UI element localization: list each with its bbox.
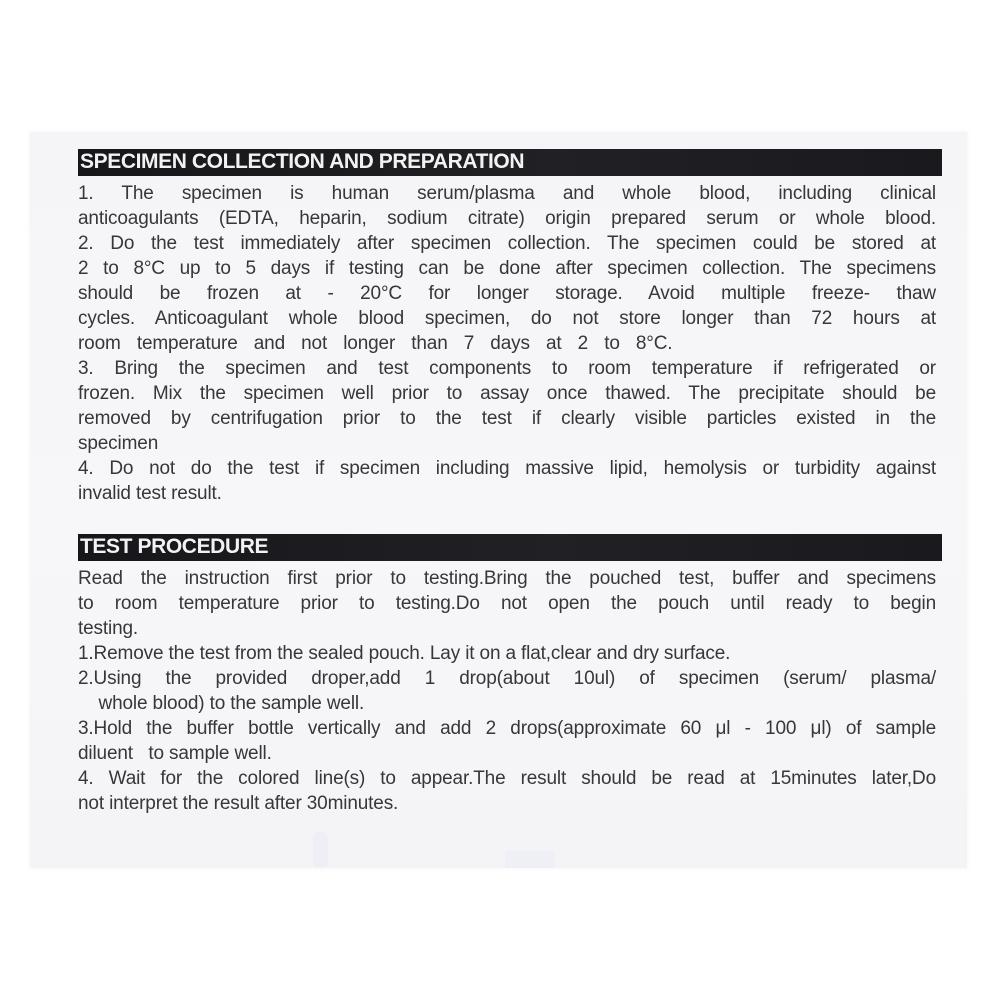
text-line: removed by centrifugation prior to the test if clearly visible particles existed in the [78, 408, 936, 429]
section-body [78, 181, 936, 506]
text-line: diluent to sample well. [78, 743, 272, 764]
text-line: Read the instruction first prior to testing.Bring the pouched test, buffer and specimens [78, 568, 936, 589]
section-title: SPECIMEN COLLECTION AND PREPARATION [80, 150, 525, 173]
text-line: frozen. Mix the specimen well prior to assay once thawed. The precipitate should be [78, 383, 936, 404]
text-line: 2. Do the test immediately after specimen collection. The specimen could be stored at [78, 233, 936, 254]
text-line: not interpret the result after 30minutes. [78, 793, 399, 814]
section-header-bar [78, 149, 942, 176]
document-page [30, 132, 967, 868]
text-line: cycles. Anticoagulant whole blood specimen, do not store longer than 72 hours at [78, 308, 936, 329]
text-line: invalid test result. [78, 483, 222, 504]
section-body [78, 566, 936, 816]
text-line: anticoagulants (EDTA, heparin, sodium citrate) origin prepared serum or whole blood. [78, 208, 936, 229]
document-content [78, 149, 942, 816]
show-through-rect-artifact [505, 851, 555, 868]
text-line: 2 to 8°C up to 5 days if testing can be done after specimen collection. The specimens [78, 258, 936, 279]
text-line: 1. The specimen is human serum/plasma and whole blood, including clinical [78, 183, 936, 204]
section-title: TEST PROCEDURE [80, 535, 269, 558]
text-line: 1.Remove the test from the sealed pouch. Lay it on a flat,clear and dry surface. [78, 643, 731, 664]
text-line: to room temperature prior to testing.Do not open the pouch until ready to begin [78, 593, 936, 614]
text-line: 3.Hold the buffer bottle vertically and add 2 drops(approximate 60 μl - 100 μl) of sample [78, 718, 936, 739]
text-line: 3. Bring the specimen and test components to room temperature if refrigerated or [78, 358, 936, 379]
text-line: 4. Wait for the colored line(s) to appear.The result should be read at 15minutes later,Do [78, 768, 936, 789]
text-line: 4. Do not do the test if specimen including massive lipid, hemolysis or turbidity against [78, 458, 936, 479]
text-line: room temperature and not longer than 7 days at 2 to 8°C. [78, 333, 673, 354]
section-header-bar [78, 534, 942, 561]
text-line: specimen [78, 433, 159, 454]
text-line: should be frozen at - 20°C for longer storage. Avoid multiple freeze- thaw [78, 283, 936, 304]
section-specimen-collection [78, 149, 942, 506]
text-line: whole blood) to the sample well. [78, 693, 365, 714]
text-line: 2.Using the provided droper,add 1 drop(about 10ul) of specimen (serum/ plasma/ [78, 668, 936, 689]
show-through-dropper-artifact [313, 832, 328, 868]
text-line: testing. [78, 618, 139, 639]
section-test-procedure [78, 534, 942, 816]
